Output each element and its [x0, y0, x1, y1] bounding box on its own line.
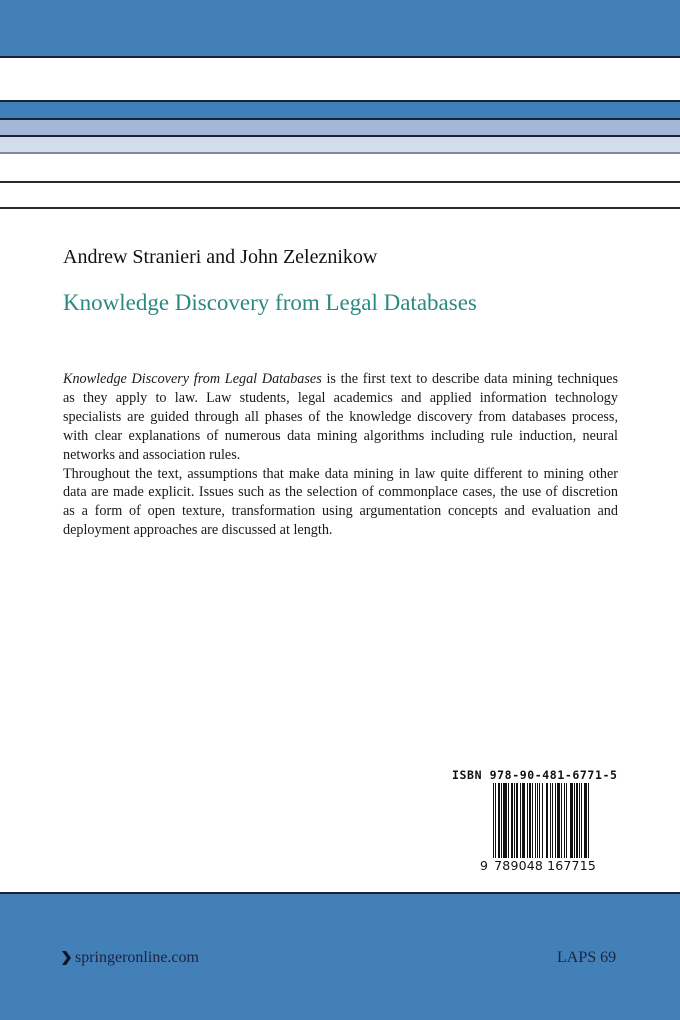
barcode-digits-left: 789048: [494, 858, 544, 873]
rule-top: [0, 56, 680, 58]
top-color-band: [0, 0, 680, 56]
rule-5: [0, 181, 680, 183]
blurb-paragraph-2: Throughout the text, assumptions that make data mining in law quite different to mining other data are made explicit. Issues such as the selection of commonplace cases, the use of discretion as a form of open texture, transformation using argumentation concepts and evaluation and deployment approaches are discussed at length.: [63, 465, 618, 539]
stripe-pale-blue: [0, 137, 680, 152]
website-label: springeronline.com: [75, 949, 199, 966]
stripe-blue: [0, 102, 680, 118]
barcode: [493, 783, 597, 858]
barcode-digits: [480, 858, 596, 873]
barcode-space: [589, 783, 590, 858]
publisher-website[interactable]: [62, 949, 199, 967]
blurb-title-italic: Knowledge Discovery from Legal Databases: [63, 371, 322, 387]
rule-stripe-4: [0, 152, 680, 154]
series-number: LAPS 69: [557, 949, 617, 966]
isbn-label: ISBN 978-90-481-6771-5: [452, 768, 618, 782]
barcode-digit-first: 9: [480, 858, 489, 873]
blurb-paragraph-1: [63, 370, 618, 465]
book-title: Knowledge Discovery from Legal Databases: [63, 290, 477, 315]
chevron-right-icon: [62, 951, 71, 965]
blurb: [63, 370, 618, 540]
stripe-mid-blue: [0, 120, 680, 135]
barcode-digits-right: 167715: [547, 858, 596, 873]
rule-6: [0, 207, 680, 209]
authors: Andrew Stranieri and John Zeleznikow: [63, 246, 378, 268]
blurb-paragraph-1-text: is the first text to describe data mining techniques as they apply to law. Law students, legal academics and applied information technology specialists are guided through all phases of the knowledge discovery from databases process, with clear explanations of numerous data mining algorithms including rule induction, neural networks and association rules.: [63, 371, 618, 463]
